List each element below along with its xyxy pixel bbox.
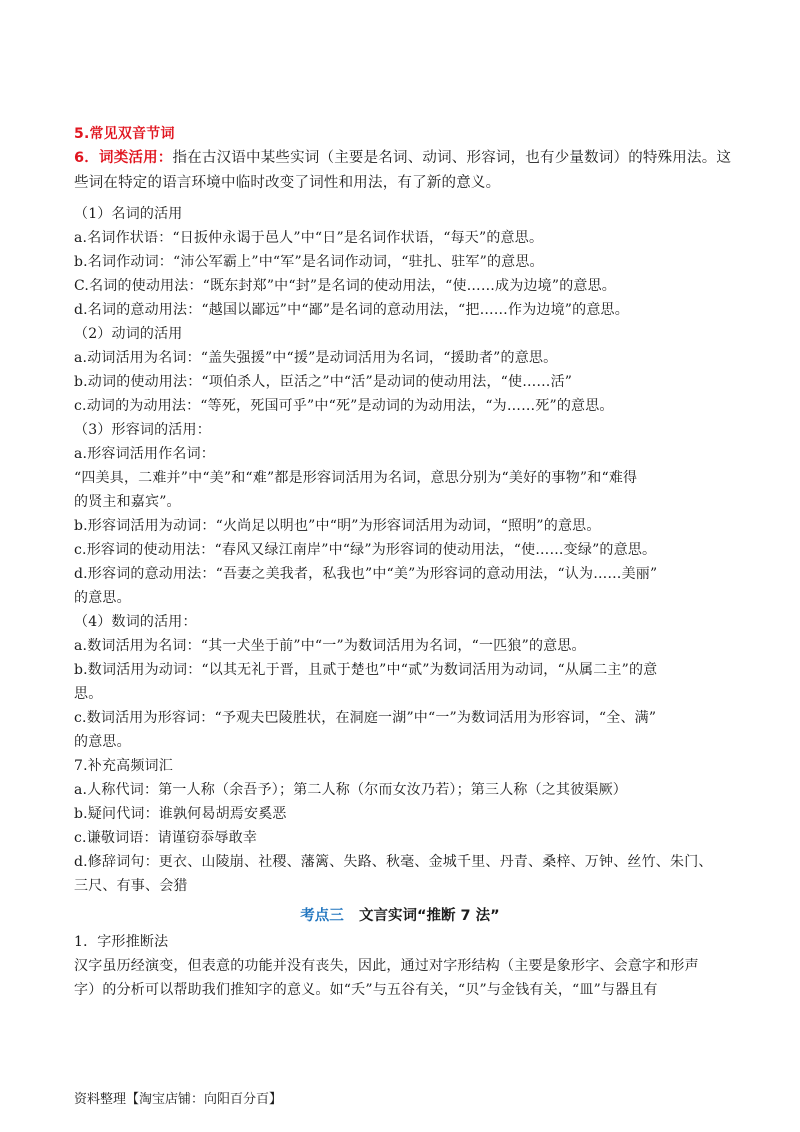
text-line: 三尺、有事、会猎 <box>74 878 188 894</box>
text-line: d.名词的意动用法：“越国以鄙远”中“鄙”是名词的意动用法，“把……作为边境”的意思。 <box>74 302 629 318</box>
text-line: 的意思。 <box>74 734 131 750</box>
footer-text: 资料整理【淘宝店铺：向阳百分百】 <box>74 1092 283 1107</box>
text-line: 的意思。 <box>74 590 131 606</box>
heading-6-text: 指在古汉语中某些实词（主要是名词、动词、形容词，也有少量数词）的特殊用法。这 <box>172 150 732 166</box>
section-number: 考点三 <box>300 908 344 924</box>
text-line: a.数词活用为名词：“其一犬坐于前”中“一”为数词活用为名词，“一匹狼”的意思。 <box>74 638 586 654</box>
text-line: a.动词活用为名词：“盖失强援”中“援”是动词活用为名词，“援助者”的意思。 <box>74 350 558 366</box>
section-heading <box>0 904 800 925</box>
heading-5: 5.常见双音节词 <box>74 126 175 142</box>
text-line: C.名词的使动用法：“既东封郑”中“封”是名词的使动用法，“使……成为边境”的意思。 <box>74 278 617 294</box>
text-line: c.谦敬词语：请谨窃忝辱敢幸 <box>74 830 258 846</box>
text-line: 的贤主和嘉宾”。 <box>74 494 181 510</box>
heading-6-cont: 些词在特定的语言环境中临时改变了词性和用法，有了新的意义。 <box>74 175 501 191</box>
text-line: d.修辞词句：更衣、山陵崩、社稷、藩篱、失路、秋毫、金城千里、丹青、桑梓、万钟、丝竹、朱门、 <box>74 854 713 870</box>
subsection-heading: 1．字形推断法 <box>74 934 169 950</box>
text-line: （2）动词的活用 <box>74 326 183 342</box>
text-line: b.名词作动词：“沛公军霸上”中“军”是名词作动词，“驻扎、驻军”的意思。 <box>74 254 544 270</box>
text-line: b.动词的使动用法：“项伯杀人，臣活之”中“活”是动词的使动用法，“使……活” <box>74 374 573 390</box>
text-line: a.形容词活用作名词： <box>74 446 215 462</box>
text-line: 7.补充高频词汇 <box>74 758 173 774</box>
text-line: （1）名词的活用 <box>74 206 183 222</box>
text-line: b.数词活用为动词：“以其无礼于晋，且贰于楚也”中“贰”为数词活用为动词，“从属二主”的意 <box>74 662 658 678</box>
text-line: （3）形容词的活用： <box>74 422 211 438</box>
heading-6-label: 6．词类活用： <box>74 150 173 166</box>
text-line: c.形容词的使动用法：“春风又绿江南岸”中“绿”为形容词的使动用法，“使……变绿”的意思。 <box>74 542 657 558</box>
text-line: b.形容词活用为动词：“火尚足以明也”中“明”为形容词活用为动词，“照明”的意思。 <box>74 518 601 534</box>
text-line: d.形容词的意动用法：“吾妻之美我者，私我也”中“美”为形容词的意动用法，“认为……美丽” <box>74 566 658 582</box>
text-line: c.数词活用为形容词：“予观夫巴陵胜状，在洞庭一湖”中“一”为数词活用为形容词，“全、满” <box>74 710 657 726</box>
text-line: c.动词的为动用法：“等死，死国可乎”中“死”是动词的为动用法，“为……死”的意思。 <box>74 398 614 414</box>
text-line: （4）数词的活用： <box>74 614 197 630</box>
heading-6 <box>74 147 731 169</box>
paragraph-line: 汉字虽历经演变，但表意的功能并没有丧失，因此，通过对字形结构（主要是象形字、会意字和形声 <box>74 958 699 974</box>
text-line: a.人称代词：第一人称（余吾予）；第二人称（尔而女汝乃若）；第三人称（之其彼渠厥） <box>74 782 627 798</box>
section-title: 文言实词“推断 7 法” <box>358 908 500 924</box>
paragraph-line: 字）的分析可以帮助我们推知字的意义。如“夭”与五谷有关，“贝”与金钱有关，“皿”与器且有 <box>74 982 658 998</box>
text-line: “四美具，二难并”中“美”和“难”都是形容词活用为名词，意思分别为“美好的事物”和“难得 <box>74 470 638 486</box>
text-line: b.疑问代词：谁孰何曷胡焉安奚恶 <box>74 806 287 822</box>
text-line: a.名词作状语：“日扳仲永谒于邑人”中“日”是名词作状语，“每天”的意思。 <box>74 230 544 246</box>
text-line: 思。 <box>74 686 103 702</box>
